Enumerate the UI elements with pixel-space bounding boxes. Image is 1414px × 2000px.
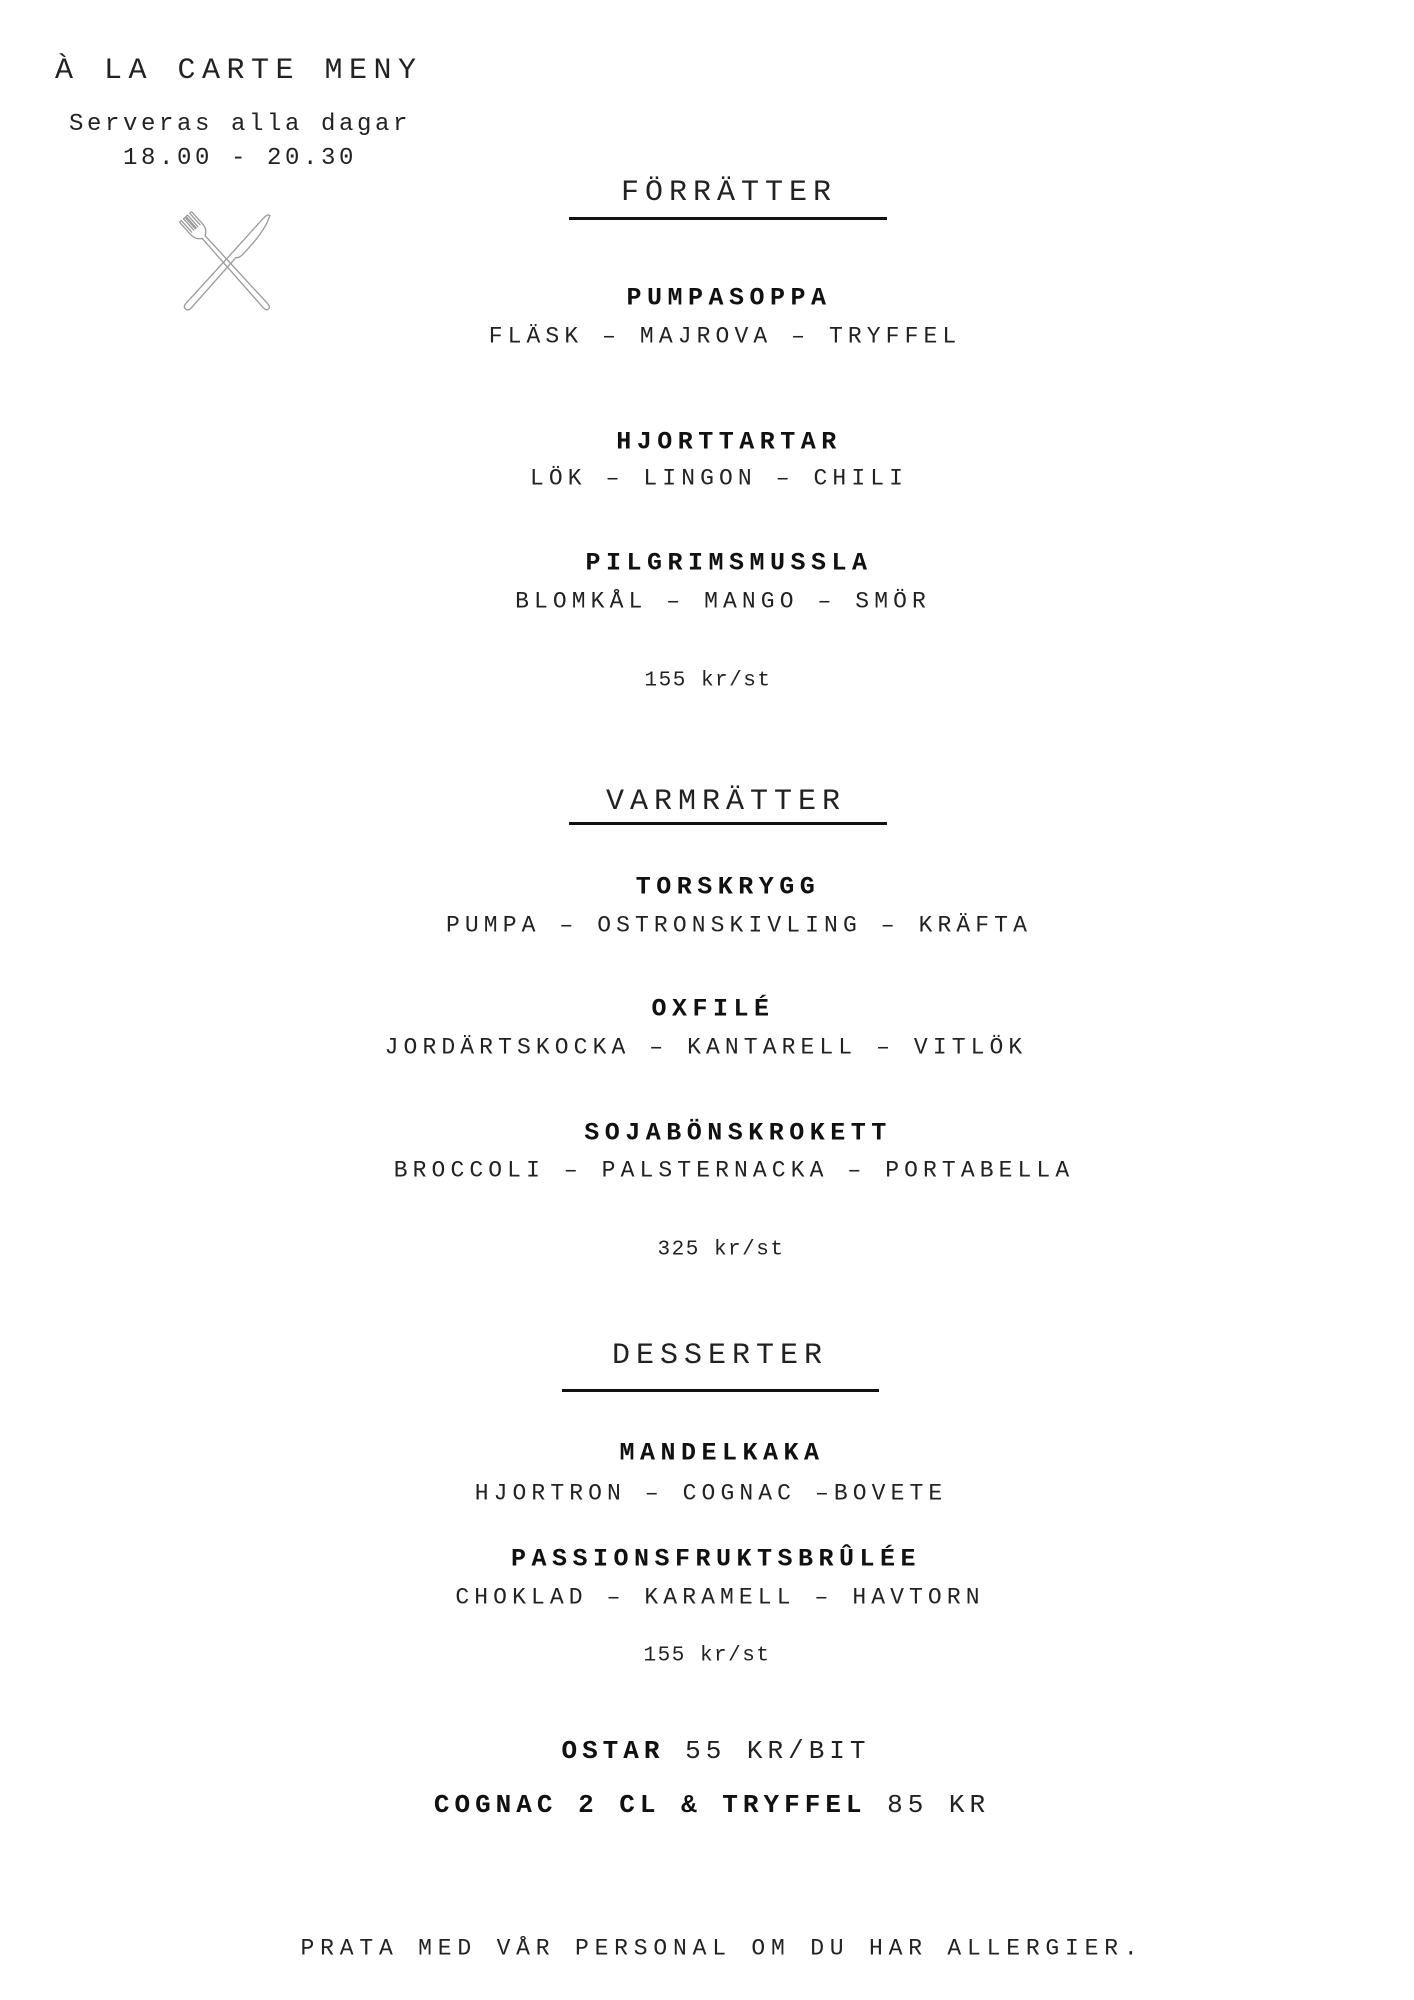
dish-name: PUMPASOPPA: [626, 283, 832, 313]
fork-icon: [180, 212, 275, 315]
dish-name: HJORTTARTAR: [616, 427, 842, 457]
section-underline: [569, 217, 887, 220]
section-underline: [569, 822, 887, 825]
extra-item-cognac: [434, 1792, 990, 1818]
extra-item-ostar: [561, 1738, 870, 1764]
extra-price: 55 KR/BIT: [685, 1736, 871, 1766]
serving-days: Serveras alla dagar: [68, 111, 412, 138]
section-heading-desserter: DESSERTER: [611, 1339, 829, 1373]
dish-description: CHOKLAD – KARAMELL – HAVTORN: [455, 1584, 985, 1611]
dish-description: LÖK – LINGON – CHILI: [529, 465, 909, 492]
dish-description: JORDÄRTSKOCKA – KANTARELL – VITLÖK: [384, 1034, 1028, 1061]
extra-price: 85 KR: [887, 1790, 991, 1820]
section-heading-varmratter: VARMRÄTTER: [605, 785, 847, 819]
dish-name: MANDELKAKA: [619, 1438, 825, 1468]
section-price: 155 kr/st: [643, 1644, 771, 1668]
fork-and-knife-icon: [172, 208, 282, 318]
allergy-note: PRATA MED VÅR PERSONAL OM DU HAR ALLERGIER.: [300, 1935, 1144, 1962]
dish-name: SOJABÖNSKROKETT: [584, 1118, 892, 1148]
serving-hours: 18.00 - 20.30: [122, 145, 358, 172]
dish-name: TORSKRYGG: [635, 872, 821, 902]
dish-name: PILGRIMSMUSSLA: [585, 548, 873, 578]
dish-name: OXFILÉ: [651, 994, 775, 1024]
dish-description: FLÄSK – MAJROVA – TRYFFEL: [488, 323, 962, 350]
section-price: 155 kr/st: [644, 669, 772, 693]
section-price: 325 kr/st: [657, 1238, 785, 1262]
section-heading-forratter: FÖRRÄTTER: [620, 176, 838, 210]
extra-name: COGNAC 2 CL & TRYFFEL: [433, 1790, 867, 1820]
dish-name: PASSIONSFRUKTSBRÛLÉE: [510, 1544, 922, 1574]
dish-description: BLOMKÅL – MANGO – SMÖR: [515, 588, 931, 615]
dish-description: BROCCOLI – PALSTERNACKA – PORTABELLA: [393, 1157, 1075, 1184]
section-underline: [562, 1389, 879, 1392]
dish-description: HJORTRON – COGNAC –BOVETE: [474, 1480, 948, 1507]
extra-name: OSTAR: [561, 1736, 665, 1766]
dish-description: PUMPA – OSTRONSKIVLING – KRÄFTA: [446, 912, 1032, 939]
menu-title: À LA CARTE MENY: [55, 54, 423, 88]
